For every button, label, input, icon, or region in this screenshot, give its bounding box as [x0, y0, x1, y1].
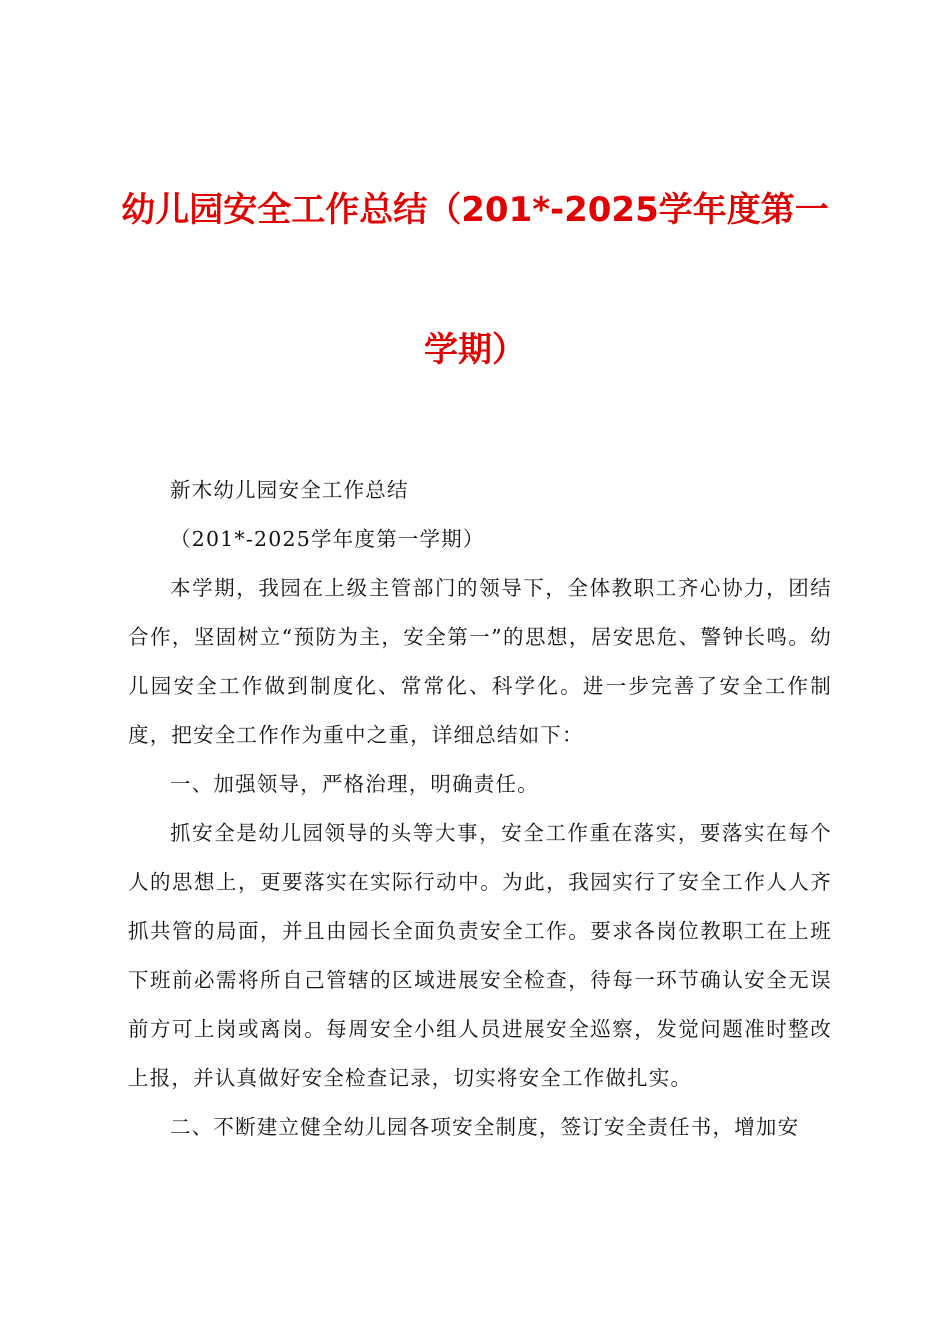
- subtitle-kindergarten: 新木幼儿园安全工作总结: [170, 478, 409, 502]
- section-heading-2: 二、不断建立健全幼儿园各项安全制度，签订安全责任书，增加安: [170, 1115, 800, 1139]
- document-title-line1: 幼儿园安全工作总结（201*-2025学年度第一: [121, 190, 829, 230]
- subtitle-term: （201*-2025学年度第一学期）: [170, 527, 485, 551]
- section-heading-1: 一、加强领导，严格治理，明确责任。: [170, 772, 539, 796]
- paragraph-section-1: 抓安全是幼儿园领导的头等大事，安全工作重在落实，要落实在每个人的思想上，更要落实在实际行动中。为此，我园实行了安全工作人人齐抓共管的局面，并且由园长全面负责安全工作。要求各岗位教职工在上班下班前必需将所自己管辖的区域进展安全检查，待每一环节确认安全无误前方可上岗或离岗。每周安全小组人员进展安全巡察，发觉问题准时整改上报，并认真做好安全检查记录，切实将安全工作做扎实。: [128, 821, 832, 1090]
- document-body: [128, 466, 832, 1152]
- document-title-line2: 学期）: [424, 330, 526, 370]
- paragraph-intro: 本学期，我园在上级主管部门的领导下，全体教职工齐心协力，团结合作，坚固树立“预防为主，安全第一”的思想，居安思危、警钟长鸣。幼儿园安全工作做到制度化、常常化、科学化。进一步完善了安全工作制度，把安全工作作为重中之重，详细总结如下：: [128, 576, 832, 747]
